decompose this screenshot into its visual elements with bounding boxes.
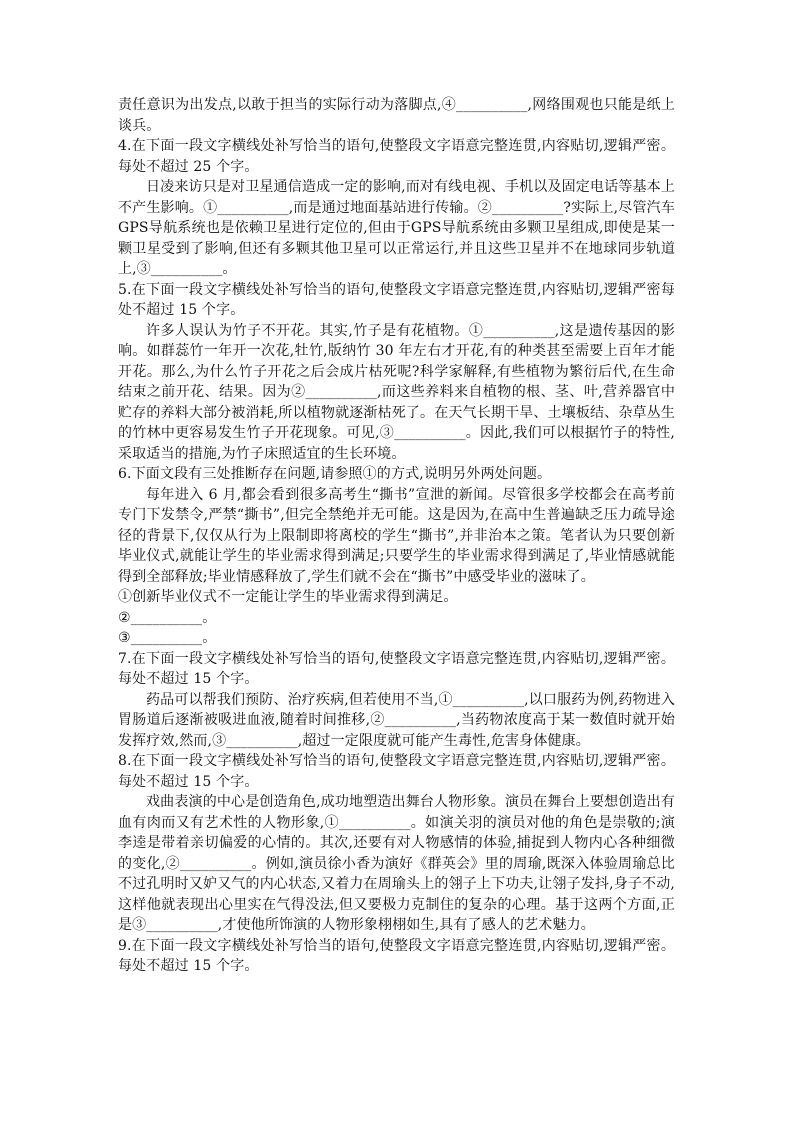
question-8-passage: 戏曲表演的中心是创造角色,成功地塑造出舞台人物形象。演员在舞台上要想创造出有血有肉而又有艺术性的人物形象,①__________。如演关羽的演员对他的角色是崇敬的;演李逵是带着亲切偏爱的心情的。其次,还要有对人物感情的体验,捕捉到人物内心各种细微的变化,②__________。例如,演员徐小香为演好《群英会》里的周瑜,既深入体验周瑜总比不过孔明时又妒又气的内心状态,又着力在周瑜头上的翎子上下功夫,让翎子发抖,身子不动,这样他就表现出心里实在气得没法,但又要极力克制住的复杂的心理。基于这两个方面,正是③__________,才使他所饰演的人物形象栩栩如生,具有了感人的艺术魅力。 [118, 794, 675, 933]
question-6-passage: 每年进入 6 月,都会看到很多高考生“撕书”宣泄的新闻。尽管很多学校都会在高考前专门下发禁令,严禁“撕书”,但完全禁绝并无可能。这是因为,在高中生普遍缺乏压力疏导途径的背景下,仅仅从行为上限制即将离校的学生“撕书”,并非治本之策。笔者认为只要创新毕业仪式,就能让学生的毕业需求得到满足;只要学生的毕业需求得到满足了,毕业情感就能得到全部释放;毕业情感释放了,学生们就不会在“撕书”中感受毕业的滋味了。 [118, 486, 675, 585]
document-body [118, 95, 675, 977]
question-8-prompt: 8.在下面一段文字横线处补写恰当的语句,使整段文字语意完整连贯,内容贴切,逻辑严密。每处不超过 15 个字。 [118, 753, 675, 790]
question-5-prompt: 5.在下面一段文字横线处补写恰当的语句,使整段文字语意完整连贯,内容贴切,逻辑严密每处不超过 15 个字。 [118, 281, 675, 318]
question-7-prompt: 7.在下面一段文字横线处补写恰当的语句,使整段文字语意完整连贯,内容贴切,逻辑严密。每处不超过 15 个字。 [118, 650, 675, 687]
question-5-passage: 许多人误认为竹子不开花。其实,竹子是有花植物。①__________,这是遗传基因的影响。如群蕊竹一年开一次花,牡竹,版纳竹 30 年左右才开花,有的种类甚至需要上百年才能开花。那么,为什么竹子开花之后会成片枯死呢?科学家解释,有些植物为繁衍后代,在生命结束之前开花、结果。因为②__________,而这些养料来自植物的根、茎、叶,营养器官中贮存的养料大部分被消耗,所以植物就逐渐枯死了。在天气长期干旱、土壤板结、杂草丛生的竹林中更容易发生竹子开花现象。可见,③__________。因此,我们可以根据竹子的特性,采取适当的措施,为竹子床照适宜的生长环境。 [118, 322, 675, 462]
question-6-prompt: 6.下面文段有三处推断存在问题,请参照①的方式,说明另外两处问题。 [118, 466, 552, 482]
question-6-blank-3: ③__________。 [118, 630, 217, 646]
question-4-prompt: 4.在下面一段文字横线处补写恰当的语句,使整段文字语意完整连贯,内容贴切,逻辑严密。每处不超过 25 个字。 [118, 138, 675, 175]
question-9-prompt: 9.在下面一段文字横线处补写恰当的语句,使整段文字语意完整连贯,内容贴切,逻辑严密。每处不超过 15 个字。 [118, 937, 675, 974]
paragraph-continuation: 责任意识为出发点,以敢于担当的实际行动为落脚点,④__________,网络围观也只能是纸上谈兵。 [118, 97, 675, 134]
question-4-passage: 日凌来访只是对卫星通信造成一定的影响,而对有线电视、手机以及固定电话等基本上不产生影响。①__________,而是通过地面基站进行传输。②__________?实际上,尽管汽车GPS导航系统也是依赖卫星进行定位的,但由于GPS导航系统由多颗卫星组成,即使是某一颗卫星受到了影响,但还有多颗其他卫星可以正常运行,并且这些卫星并不在地球同步轨道上,③__________。 [118, 179, 675, 277]
question-6-blank-2: ②__________。 [118, 609, 217, 626]
question-6-example-answer: ①创新毕业仪式不一定能让学生的毕业需求得到满足。 [118, 589, 458, 605]
question-7-passage: 药品可以帮我们预防、治疗疾病,但若使用不当,①__________,以口服药为例,药物进入胃肠道后逐渐被吸进血液,随着时间推移,②__________,当药物浓度高于某一数值时就开始发挥疗效,然而,③__________,超过一定限度就可能产生毒性,危害身体健康。 [118, 691, 675, 749]
